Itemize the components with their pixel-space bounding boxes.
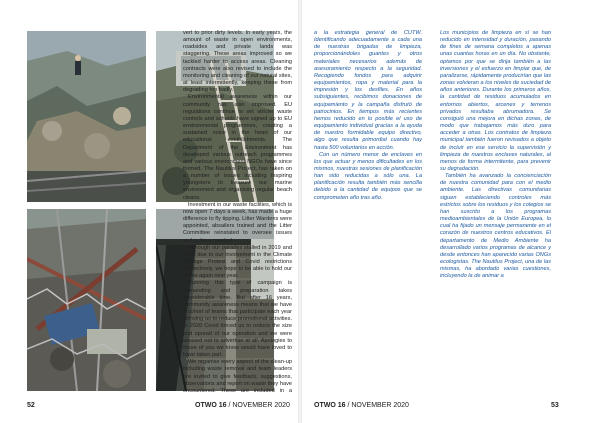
- rocky-shore-volunteer-photo: [27, 31, 146, 202]
- article-paragraph: También ha avanzado la concienciación de nuestra comunidad para con el medio ambiente. Las directivas comunitarias siguen estableciendo controles más estrictos sobre los residuos y los colegios se han suscrito a los programas medioambientales de la Unión Europea, lo cual ha fijado un mensaje permanente en el corazón de nuestros centros educativos. El departamento de Medio Ambiente ha desarrollado varios programas de alcance y desde entonces han aparecido varias ONGs ecologistas. The Nautilus Project, una de las mismas, ha abordado varias cuestiones, incluyendo la de animar a: [440, 173, 551, 280]
- article-paragraph: Although our parades stalled in 2019 and 2020 due to our involvement in the Climate Change Protest and Covid restrictions respectively, we hope to be able to hold our rallies again next year.: [183, 244, 292, 280]
- issue-date: NOVEMBER 2020: [351, 402, 409, 409]
- page-number-left: 52: [27, 402, 35, 409]
- article-paragraph: vert to prior dirty levels. In early years, the amount of waste in open environments, roadsides and private lands was staggering. These areas improved so we tackled harder to access areas. Cleaning contracts were also revised to include the monitoring and cleaning of our natural sites, at least intermittently, keeping these from degrading too badly.: [183, 30, 292, 94]
- issue-date: NOVEMBER 2020: [232, 402, 290, 409]
- footer-left: [195, 402, 290, 409]
- footer-right: [314, 402, 409, 409]
- article-paragraph: Investment in our waste facilities, which is now open 7 days a week, has made a huge difference to fly tipping. Litter Wardens were appointed, absailers trained and the Litter Committee reinstated to oversee issues and actions needed.: [183, 201, 292, 244]
- tangled-debris-photo: [27, 209, 146, 391]
- spanish-article-column-2: [440, 30, 551, 392]
- article-paragraph: a la estrategia general de CUTW. Identificando adecuadamente a cada una de nuestras brigadas de limpieza, proporcionándoles guantes y otros materiales necesarios además de asesoramiento respecto a la seguridad. Recogiendo fondos para adquirir equipamientos, ropa y material para la impresión y los desfiles. En años subsiguientes, recibimos donaciones de equipamiento y la campaña disfrutó de patrocinios. En tiempos más recientes hemos reducido en lo posible el uso de equipamiento individual gracias a la ayuda de nuestro formidable equipo directivo, algo que resulta primordial cuando hay hasta 500 voluntarios en acción.: [314, 30, 422, 151]
- article-paragraph: We organise every aspect of the clean-up including waste removal and team leaders are invited to give feedback, suggestions, observations and report on waste they have encountered. These are included in a: [183, 359, 292, 392]
- article-paragraph: Running this type of campaign is demanding and preparation takes considerable time. But after 16 years, community awareness means that we have a cohort of teams that participate each year allowing us to reduce promotional activities. In 2020 Covid forced us to reduce the size and spread of our operation and we were advised not to advertise at all. Apologies to those of you we know would have loved to have taken part.: [183, 280, 292, 359]
- page-number-right: 53: [551, 402, 559, 409]
- article-paragraph: Environmental awareness within our community has also improved. EU regulations continue to set stricter waste controls and schools have signed up to EU environmental programmes, creating a sustained voice in the heart of our educational establishments. The Department of the Environment has developed various outreach programmes and various environment NGOs have since formed, The Nautilus Project, has taken on a number of issues including inspiring youngsters to treasure our marine environment and organising regular beach cleans.: [183, 94, 292, 201]
- footer-separator: /: [347, 402, 352, 409]
- magazine-title: OTWO 16: [314, 402, 346, 409]
- footer-separator: /: [228, 402, 233, 409]
- english-article-column: [183, 30, 292, 392]
- magazine-title: OTWO 16: [195, 402, 227, 409]
- spanish-article-column-1: [314, 30, 422, 392]
- page-gutter: [298, 0, 302, 423]
- article-paragraph: Los municipios de limpieza en sí se han reducido en intensidad y duración, pasando de fines de semana completos a apenas unas cuantas horas en un día. No obstante, optamos por que se dirija también a las inversiones y el esfuerzo en limpiar que, de paralizarse, rápidamente producirían que las zonas volvieran a los niveles de suciedad de años anteriores. Durante los primeros años, la cantidad de residuos acumulados en entornos abiertos, arcenes y terrenos privados resultaba abrumadora. Se consiguió una mejora en dichas zonas, de modo que trabajamos más duro para acceder a otras. Los contratos de limpieza municipal también fueron revisados a objeto de incluir en ese servicio la supervisión y limpieza de nuestros enclaves naturales, al menos de forma intermitente, para prevenir su degradación.: [440, 30, 551, 172]
- article-paragraph: Con un número menor de enclaves en los que actuar y menos dificultades en los mismos, nuestras sesiones de planificación han sido reducidas a sólo una. La planificación resulta también más sencilla debido a la cantidad de equipos que se comprometen año tras año.: [314, 151, 422, 201]
